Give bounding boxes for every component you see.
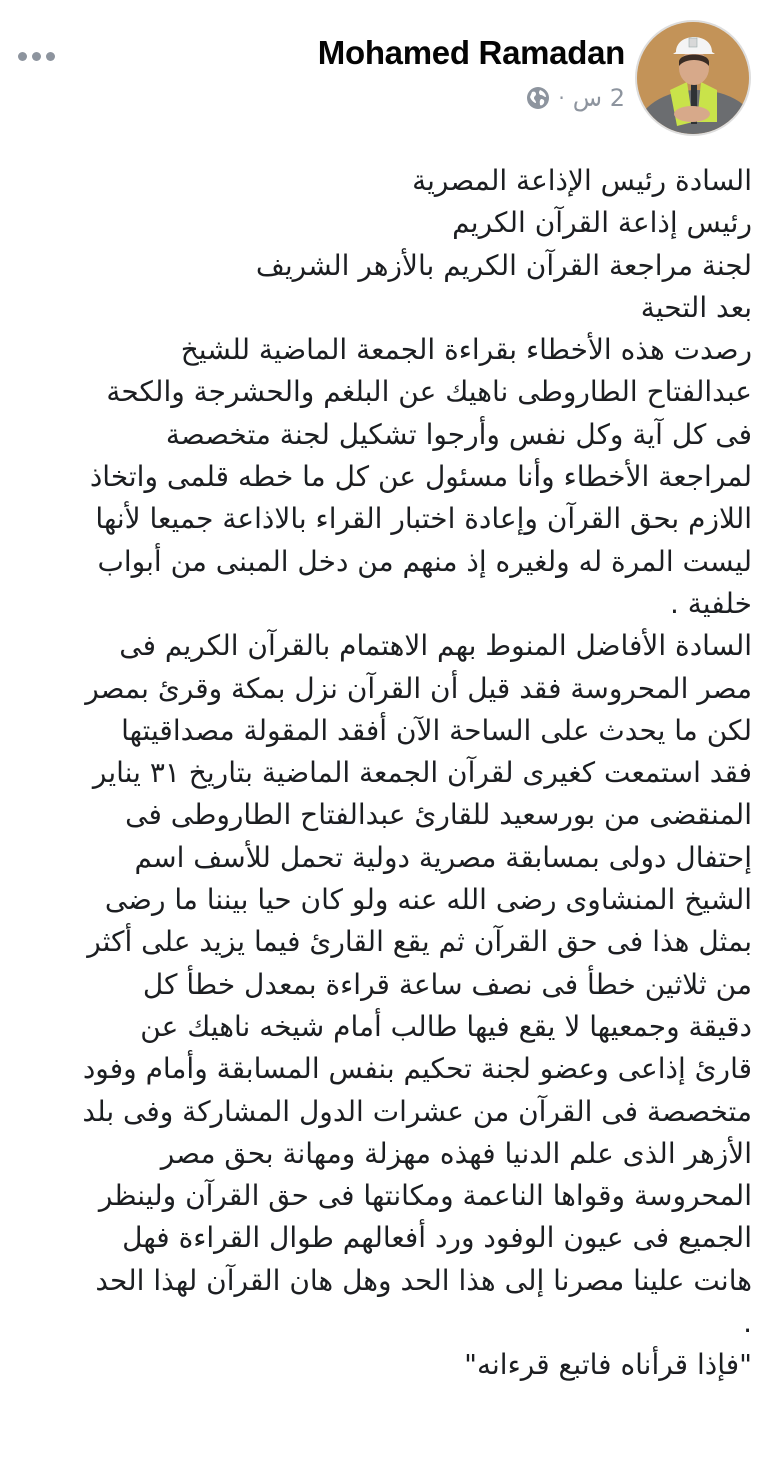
post-text-line: فى كل آية وكل نفس وأرجوا تشكيل لجنة متخصصة [165, 417, 752, 451]
post-meta [526, 84, 625, 112]
post-text-line: لمراجعة الأخطاء وأنا مسئول عن كل ما خطه قلمى واتخاذ [89, 460, 752, 494]
ellipsis-icon [32, 52, 41, 61]
post-text-line: السادة الأفاضل المنوط بهم الاهتمام بالقرآن الكريم فى [119, 629, 752, 663]
post-body [22, 160, 752, 1387]
post-text-line: الشيخ المنشاوى رضى الله عنه ولو كان حيا بيننا ما رضى [104, 883, 752, 917]
ellipsis-icon [46, 52, 55, 61]
post-text-line: خلفية . [669, 586, 752, 620]
post-text-line: الأزهر الذى علم الدنيا فهذه مهزلة ومهانة بحق مصر [160, 1136, 752, 1170]
post-text-line: قارئ إذاعى وعضو لجنة تحكيم بنفس المسابقة وأمام وفود [82, 1052, 752, 1086]
post-text-line: بعد التحية [640, 290, 752, 324]
post-text-line: رئيس إذاعة القرآن الكريم [452, 206, 752, 240]
post-text-line: السادة رئيس الإذاعة المصرية [412, 164, 752, 197]
ellipsis-icon [18, 52, 27, 61]
post-text-line: من ثلاثين خطأ فى نصف ساعة قراءة بمعدل خطأ كل [142, 967, 752, 1001]
post-text-line: فقد استمعت كغيرى لقرآن الجمعة الماضية بتاريخ ٣١ يناير [92, 756, 752, 790]
post-text-line: المحروسة وقواها الناعمة ومكانتها فى حق القرآن ولينظر [98, 1179, 752, 1213]
post-text-line: مصر المحروسة فقد قيل أن القرآن نزل بمكة وقرئ بمصر [85, 671, 752, 705]
post-text-line: الجميع فى عيون الوفود ورد أفعالهم طوال القراءة فهل [122, 1221, 752, 1255]
post-text-line: . [743, 1306, 752, 1340]
post-text-line: بمثل هذا فى حق القرآن ثم يقع القارئ فيما يزيد على أكثر [87, 925, 752, 959]
post-text-line: "فإذا قرأناه فاتبع قرءانه" [464, 1348, 752, 1382]
post-text-line: ليست المرة له ولغيره إذ منهم من دخل المبنى من أبواب [97, 544, 752, 578]
post-text-line: لكن ما يحدث على الساحة الآن أفقد المقولة مصداقيتها [121, 713, 752, 747]
globe-icon[interactable] [526, 86, 550, 110]
avatar[interactable] [637, 22, 749, 134]
more-options-button[interactable] [18, 52, 55, 61]
post-text-line: لجنة مراجعة القرآن الكريم بالأزهر الشريف [255, 248, 752, 282]
post-text-line: متخصصة فى القرآن من عشرات الدول المشاركة وفى بلد [82, 1094, 752, 1128]
post-header [0, 0, 768, 140]
post-text-line: المنقضى من بورسعيد للقارئ عبدالفتاح الطاروطى فى [125, 798, 752, 832]
post-text-line: إحتفال دولى بمسابقة مصرية دولية تحمل للأسف اسم [134, 840, 752, 874]
post-text-line: عبدالفتاح الطاروطى ناهيك عن البلغم والحشرجة والكحة [106, 375, 752, 409]
post-text-line: دقيقة وجمعيها لا يقع فيها طالب أمام شيخه ناهيك عن [140, 1009, 752, 1043]
post-text-line: اللازم بحق القرآن وإعادة اختبار القراء بالاذاعة جميعا لأنها [95, 502, 752, 536]
profile-photo [637, 22, 749, 134]
post-timestamp[interactable]: 2 س [572, 84, 625, 112]
post-text-line: رصدت هذه الأخطاء بقراءة الجمعة الماضية للشيخ [180, 333, 752, 367]
post-text-line: هانت علينا مصرنا إلى هذا الحد وهل هان القرآن لهذا الحد [95, 1263, 752, 1297]
meta-separator: · [558, 86, 565, 110]
author-name[interactable]: Mohamed Ramadan [317, 34, 625, 71]
